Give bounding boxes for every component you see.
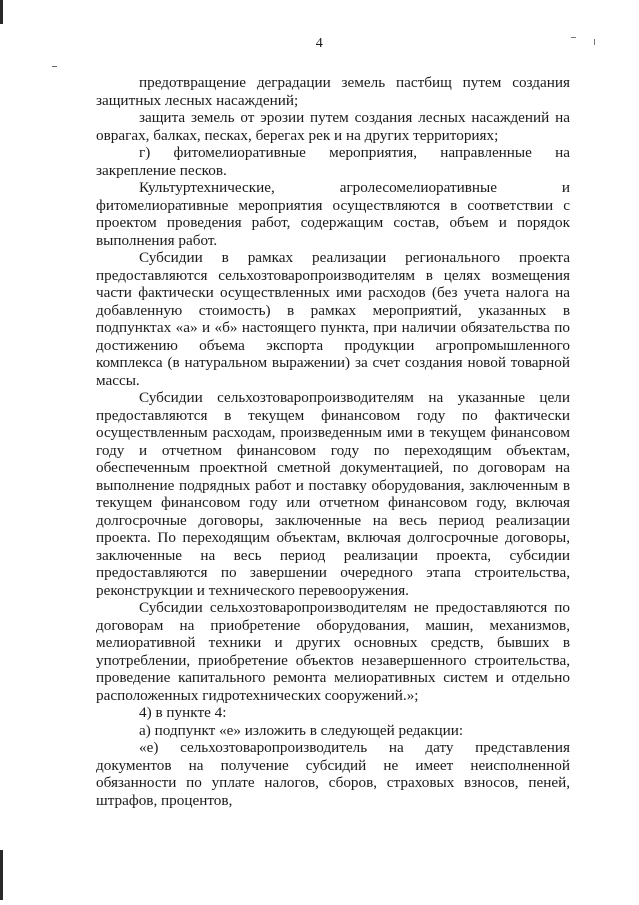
scan-edge-mark-top — [0, 0, 3, 24]
paragraph-subitem-e: а) подпункт «е» изложить в следующей редакции: — [139, 721, 464, 739]
paragraph-subitem-e-text: «е) сельхозтоваропроизводитель на дату представления документов на получение субсидий не имеет неисполненной обязанности по уплате налогов, сборов, страховых взносов, пеней, штрафов, процентов, — [96, 739, 570, 809]
paragraph-regional-subsidies: Субсидии в рамках реализации регионального проекта предоставляются сельхозтоваропроизводителям в целях возмещения части фактически осуществленных ими расходов (без учета налога на добавленную стоимость) в рамках мероприятий, указанных в подпунктах «а» и «б» настоящего пункта, при наличии обязательства по достижению объема экспорта продукции агропромышленного комплекса (в натуральном выражении) за счет создания новой товарной массы. — [96, 249, 570, 389]
page-number: 4 — [315, 36, 324, 51]
paragraph-subsidy-terms: Субсидии сельхозтоваропроизводителям на указанные цели предоставляются в текущем финансовом году по фактически осуществленным расходам, произведенным ими в текущем финансовом году и отчетном финансовом году по переходящим объектам, обеспеченным проектной сметной документацией, по договорам на выполнение подрядных работ и поставку оборудования, заключенным в текущем финансовом году или отчетном финансовом году, включая долгосрочные договоры, заключенные на весь период реализации проекта. По переходящим объектам, включая долгосрочные договоры, заключенные на весь период реализации проекта, субсидии предоставляются по завершении очередного этапа строительства, реконструкции и технического перевооружения. — [96, 389, 570, 599]
scan-speck — [52, 66, 57, 67]
paragraph-pasture-degradation: предотвращение деградации земель пастбищ путем создания защитных лесных насаждений; — [96, 74, 570, 109]
paragraph-project-compliance: Культуртехнические, агролесомелиоративные и фитомелиоративные мероприятия осуществляются в соответствии с проектом проведения работ, содержащим состав, объем и порядок выполнения работ. — [96, 179, 570, 249]
document-body — [96, 74, 570, 809]
paragraph-item-4: 4) в пункте 4: — [139, 704, 227, 721]
paragraph-subsidy-exclusions: Субсидии сельхозтоваропроизводителям не предоставляются по договорам на приобретение оборудования, машин, механизмов, мелиоративной техники и других основных средств, бывших в употреблении, приобретение объектов незавершенного строительства, проведение капитального ремонта мелиоративных систем и отдельно расположенных гидротехнических сооружений.»; — [96, 599, 570, 704]
scan-edge-mark-bottom — [0, 850, 3, 900]
paragraph-phytomeliorative: г) фитомелиоративные мероприятия, направленные на закрепление песков. — [96, 144, 570, 179]
paragraph-erosion-protection: защита земель от эрозии путем создания лесных насаждений на оврагах, балках, песках, берегах рек и на других территориях; — [96, 109, 570, 144]
